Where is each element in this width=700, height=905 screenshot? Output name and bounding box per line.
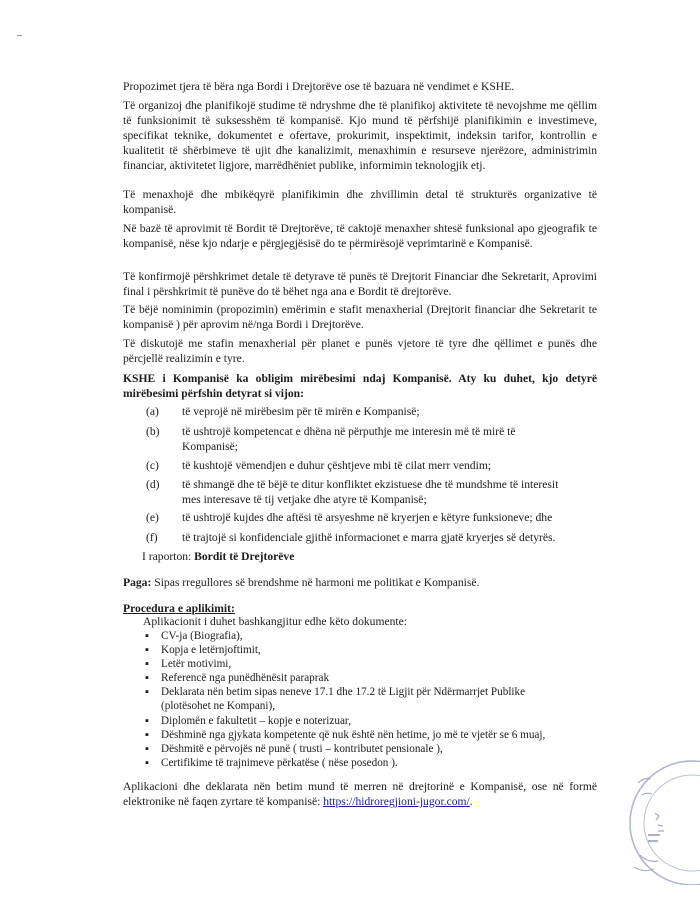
list-item: ▪ Letër motivimi, bbox=[145, 658, 232, 670]
closing-paragraph: Aplikacioni dhe deklarata nën betim mund të merren në drejtorinë e Kompanisë, ose në formë elektronike në faqen zyrtare të kompanisë: https://hidroregjioni-jugor.com/. bbox=[123, 780, 597, 808]
list-item: ▪ Kopja e letërnjoftimit, bbox=[145, 644, 261, 656]
duty-letter: (d) bbox=[146, 478, 160, 491]
list-item: ▪ Dëshminë nga gjykata kompetente që nuk është nën hetime, jo më te vjetër se 6 muaj, bbox=[145, 729, 546, 741]
bullet-icon: ▪ bbox=[145, 630, 149, 642]
reports-to-label: I raporton: bbox=[142, 550, 195, 563]
bullet-icon: ▪ bbox=[145, 658, 149, 670]
procedure-intro: Aplikacionit i duhet bashkangjitur edhe këto dokumente: bbox=[143, 615, 408, 628]
procedure-heading: Procedura e aplikimit: bbox=[123, 602, 235, 615]
duty-text: të shmangë dhe të bëjë te ditur konfliktet ekzistuese dhe të mundshme të interesit mes interesave të tij vetjake dhe atyre të Kompanisë; bbox=[182, 478, 559, 506]
duty-text: të trajtojë si konfidenciale gjithë informacionet e marra gjatë kryerjes së detyrës. bbox=[182, 531, 556, 544]
paragraph-assign-manager: Në bazë të aprovimit të Bordit të Drejtorëve, të caktojë menaxher shtesë funksional apo gjeografik te kompanisë, nëse kjo ndarje e përgjegjësisë do te përmirësojë veprimtarinë e Kompanisë. bbox=[123, 222, 597, 250]
scan-speck bbox=[17, 35, 22, 36]
pay-text: Sipas rregullores së brendshme në harmoni me politikat e Kompanisë. bbox=[151, 576, 480, 589]
bullet-icon: ▪ bbox=[145, 644, 149, 656]
reports-to-target: Bordit të Drejtorëve bbox=[194, 550, 295, 563]
pay-label: Paga: bbox=[123, 576, 152, 589]
list-item: ▪ Dëshmitë e përvojës në punë ( trusti – kontributet pensionale ), bbox=[145, 743, 443, 755]
paragraph-manage-structure: Të menaxhojë dhe mbikëqyrë planifikimin dhe zhvillimin detal të strukturës organizative të kompanisë. bbox=[123, 188, 597, 216]
duty-letter: (c) bbox=[146, 459, 159, 472]
company-website-link[interactable]: https://hidroregjioni-jugor.com/ bbox=[323, 795, 470, 808]
paragraph-organize-studies: Të organizoj dhe planifikojë studime të ndryshme dhe të planifikoj aktivitete të nevojshme me qëllim të funksionimit të suksesshëm të kompanisë. Kjo mund të përfshijë planifikimin e investimeve, specifikat teknike, dokumentet e ofertave, prokurimit, inspektimit, indeksin tarifor, kontrollin e kualitetit të shërbimeve të ujit dhe kanalizimit, menaxhimin e resurseve njerëzore, administrimin financiar, aktivitetet ligjore, marrëdhëniet publike, informimin teknologjik etj. bbox=[123, 99, 597, 172]
reports-to bbox=[142, 549, 582, 564]
pay-line bbox=[123, 575, 597, 590]
company-stamp-image bbox=[600, 755, 700, 885]
bullet-icon: ▪ bbox=[145, 715, 149, 727]
duty-letter: (e) bbox=[146, 511, 159, 524]
paragraph-proposals: Propozimet tjera të bëra nga Bordi i Drejtorëve ose të bazuara në vendimet e KSHE. bbox=[123, 80, 515, 93]
list-item: ▪ Referencë nga punëdhënësit paraprak bbox=[145, 672, 330, 684]
duty-text: të kushtojë vëmendjen e duhur çështjeve mbi të cilat merr vendim; bbox=[182, 459, 492, 472]
list-item: ▪ CV-ja (Biografia), bbox=[145, 630, 243, 642]
bullet-icon: ▪ bbox=[145, 686, 149, 698]
bullet-icon: ▪ bbox=[145, 672, 149, 684]
duty-text: të veprojë në mirëbesim për të mirën e Kompanisë; bbox=[182, 405, 420, 418]
bullet-icon: ▪ bbox=[145, 743, 149, 755]
duty-text: të ushtrojë kujdes dhe aftësi të arsyeshme në kryerjen e këtyre funksioneve; dhe bbox=[182, 511, 553, 524]
bullet-icon: ▪ bbox=[145, 757, 149, 769]
bullet-icon: ▪ bbox=[145, 729, 149, 741]
list-item: ▪ Diplomën e fakultetit – kopje e noterizuar, bbox=[145, 715, 351, 727]
list-item-continuation: (plotësohet ne Kompani), bbox=[161, 700, 276, 712]
duty-letter: (b) bbox=[146, 425, 160, 438]
duty-text: të ushtrojë kompetencat e dhëna në përputhje me interesin më të mirë të Kompanisë; bbox=[182, 425, 516, 453]
duty-heading: KSHE i Kompanisë ka obligim mirëbesimi ndaj Kompanisë. Aty ku duhet, kjo detyrë mirëbesimi përfshin detyrat si vijon: bbox=[123, 372, 597, 400]
paragraph-confirm-descriptions: Të konfirmojë përshkrimet detale të detyrave të punës të Drejtorit Financiar dhe Sekretarit, Aprovimi final i përshkrimit të punëve do të bëhet nga ana e Bordit të drejtorëve. bbox=[123, 270, 597, 298]
duty-letter: (a) bbox=[146, 405, 159, 418]
duty-letter: (f) bbox=[146, 531, 158, 544]
list-item: ▪ Certifikime të trajnimeve përkatëse ( nëse posedon ). bbox=[145, 757, 398, 769]
list-item: ▪ Deklarata nën betim sipas neneve 17.1 dhe 17.2 të Ligjit për Ndërmarrjet Publike (plotësohet ne Kompani), bbox=[145, 685, 605, 713]
paragraph-nomination: Të bëjë nominimin (propozimin) emërimin e stafit menaxherial (Drejtorit financiar dhe Sekretarit te kompanisë ) për aprovim në/nga Bordi i Drejtorëve. bbox=[123, 303, 597, 331]
paragraph-discuss-plans: Të diskutojë me stafin menaxherial për planet e punës vjetore të tyre dhe qëllimet e punës dhe përcjellë realizimin e tyre. bbox=[123, 337, 597, 365]
